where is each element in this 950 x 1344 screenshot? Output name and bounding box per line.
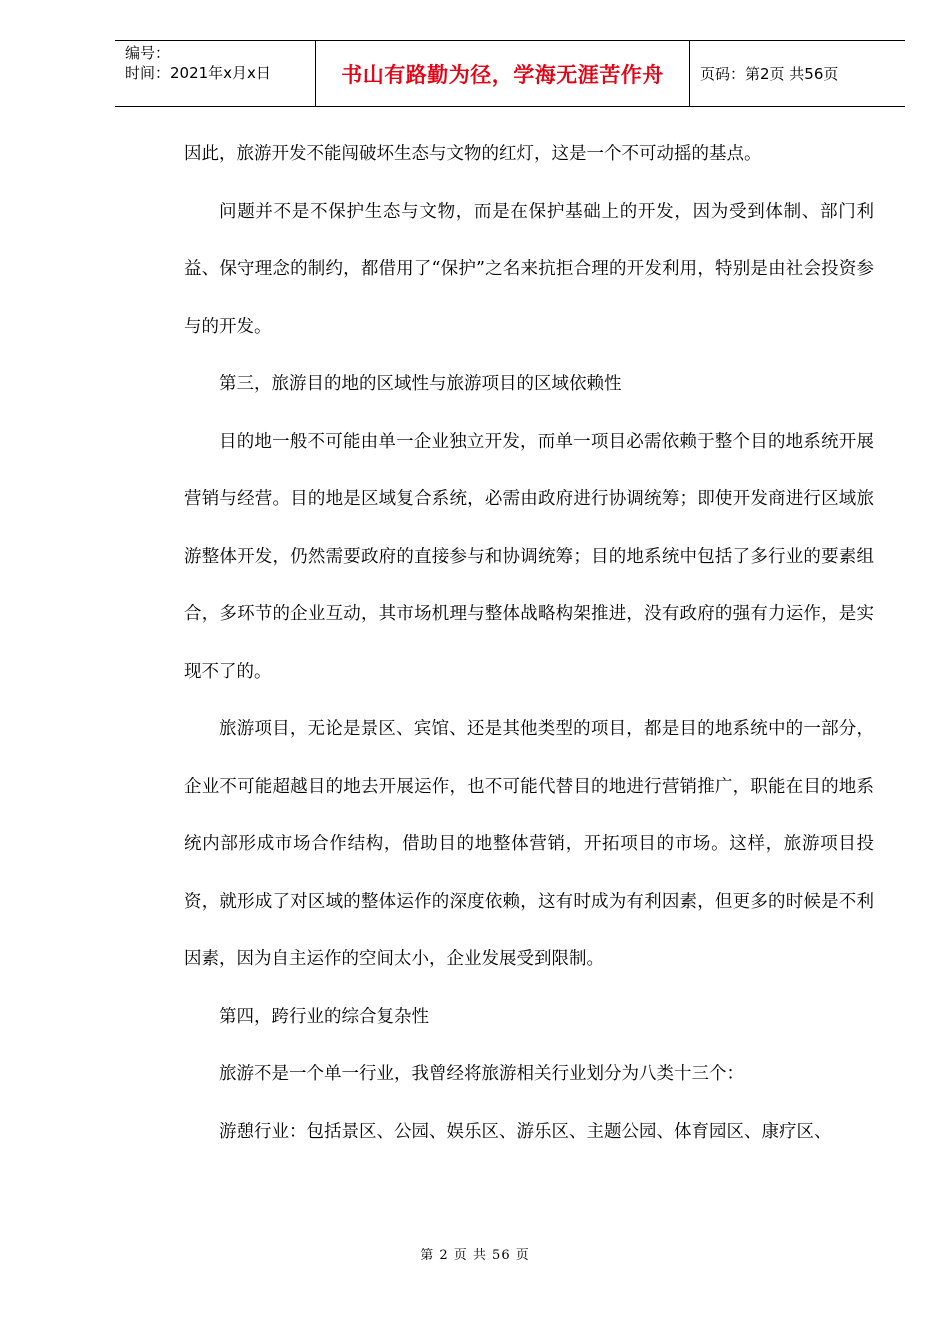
paragraph: 旅游项目，无论是景区、宾馆、还是其他类型的项目，都是目的地系统中的一部分，企业不可能超越目的地去开展运作，也不可能代替目的地进行营销推广，职能在目的地系统内部形成市场合作结构，借助目的地整体营销，开拓项目的市场。这样，旅游项目投资，就形成了对区域的整体运作的深度依赖，这有时成为有利因素，但更多的时候是不利因素，因为自主运作的空间太小，企业发展受到限制。 <box>184 719 874 969</box>
paragraph: 旅游不是一个单一行业，我曾经将旅游相关行业划分为八类十三个： <box>219 1064 744 1084</box>
document-time-label: 时间：2021年x月x日 <box>125 64 271 82</box>
page-footer: 第 2 页 共 56 页 <box>420 1248 530 1263</box>
paragraph: 问题并不是不保护生态与文物，而是在保护基础上的开发，因为受到体制、部门利益、保守理念的制约，都借用了“保护”之名来抗拒合理的开发利用，特别是由社会投资参与的开发。 <box>184 201 874 337</box>
document-body <box>184 126 874 1161</box>
paragraph: 目的地一般不可能由单一企业独立开发，而单一项目必需依赖于整个目的地系统开展营销与经营。目的地是区域复合系统，必需由政府进行协调统筹；即使开发商进行区域旅游整体开发，仍然需要政府的直接参与和协调统筹；目的地系统中包括了多行业的要素组合，多环节的企业互动，其市场机理与整体战略构架推进，没有政府的强有力运作，是实现不了的。 <box>184 431 874 682</box>
document-number-label: 编号： <box>125 44 171 62</box>
section-heading: 第四，跨行业的综合复杂性 <box>219 1006 429 1027</box>
document-header <box>115 40 905 107</box>
paragraph: 因此，旅游开发不能闯破坏生态与文物的红灯，这是一个不可动摇的基点。 <box>184 144 762 164</box>
paragraph: 游憩行业：包括景区、公园、娱乐区、游乐区、主题公园、体育园区、康疗区、 <box>219 1121 832 1142</box>
header-motto: 书山有路勤为径，学海无涯苦作舟 <box>316 41 690 106</box>
header-meta-cell <box>115 41 316 106</box>
header-page-number: 页码：第2页 共56页 <box>700 65 839 83</box>
section-heading: 第三，旅游目的地的区域性与旅游项目的区域依赖性 <box>219 374 622 394</box>
